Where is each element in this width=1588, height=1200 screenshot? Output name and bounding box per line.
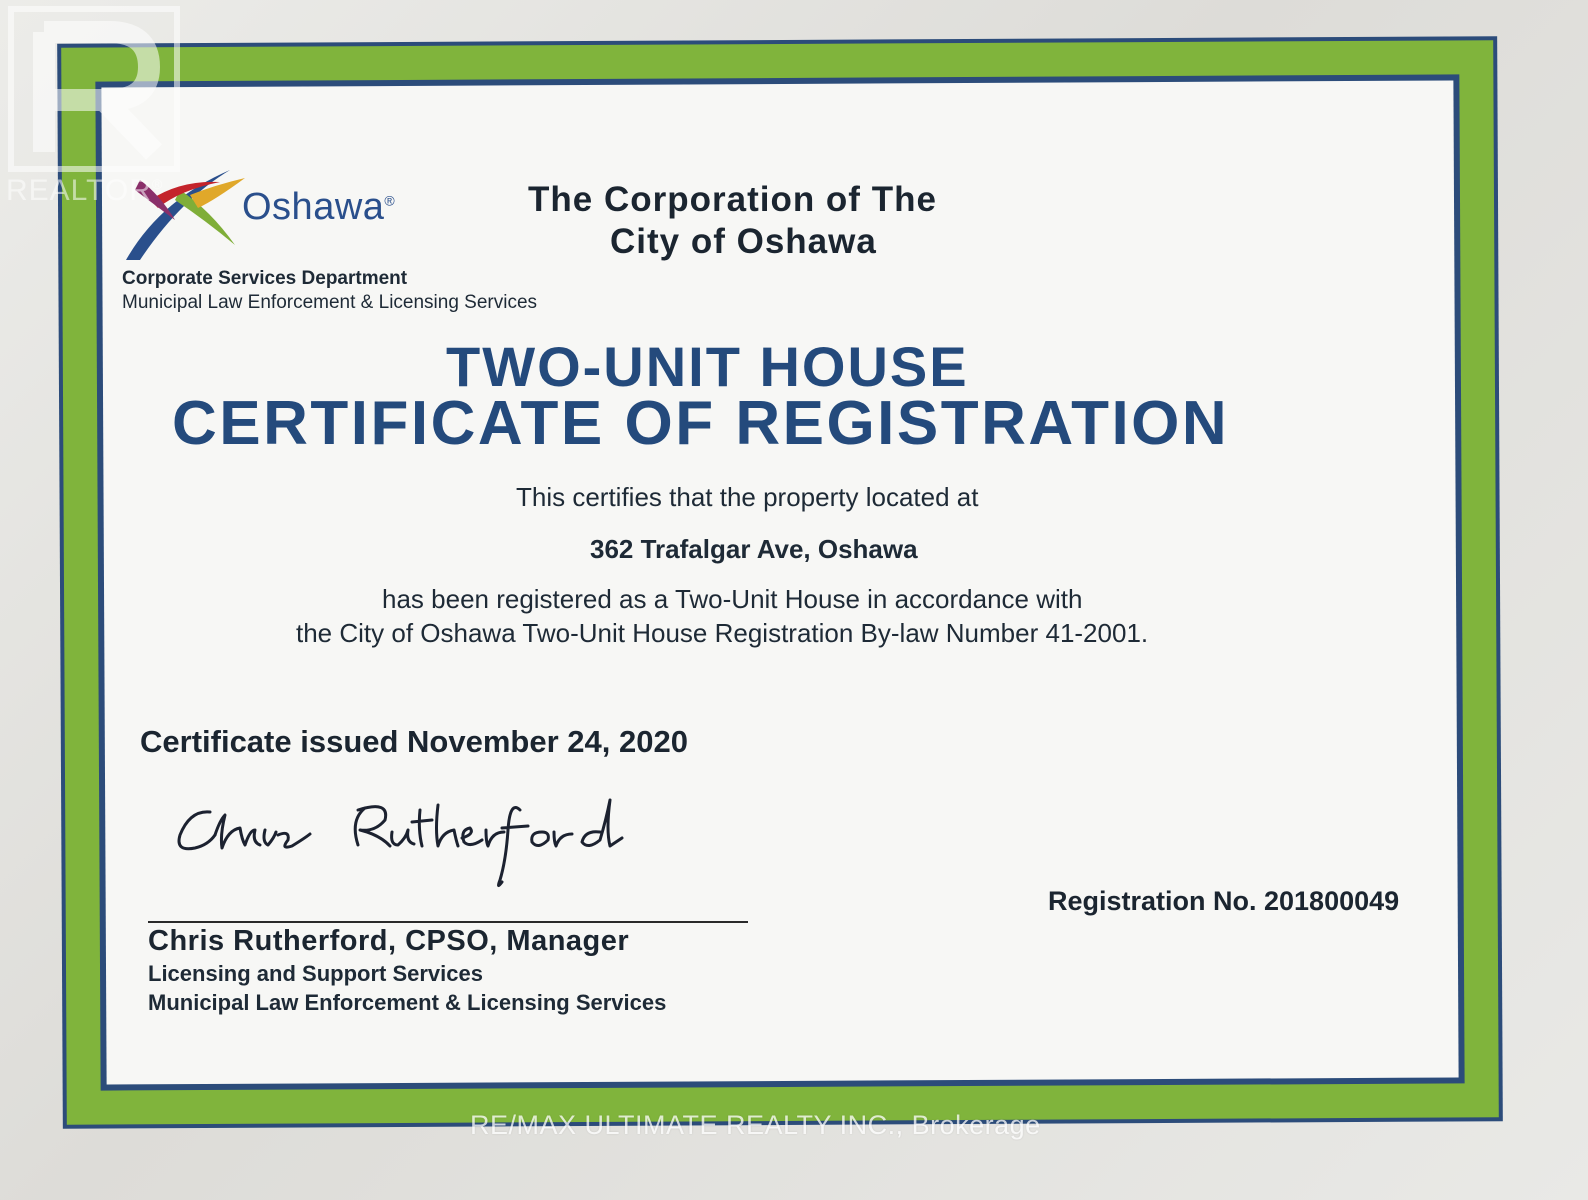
corporation-line-1: The Corporation of The bbox=[528, 180, 937, 219]
registration-statement-line-2: the City of Oshawa Two-Unit House Registration By-law Number 41-2001. bbox=[296, 618, 1149, 648]
corporation-line-2: City of Oshawa bbox=[610, 222, 877, 261]
signature-line bbox=[148, 921, 748, 923]
certificate-title-line-1: TWO-UNIT HOUSE bbox=[446, 335, 969, 398]
signer-department-2: Municipal Law Enforcement & Licensing Services bbox=[148, 990, 667, 1015]
handwritten-signature bbox=[170, 790, 710, 890]
issue-date: Certificate issued November 24, 2020 bbox=[140, 724, 688, 759]
signer-department-1: Licensing and Support Services bbox=[148, 961, 483, 986]
department-subtitle: Municipal Law Enforcement & Licensing Services bbox=[122, 292, 538, 313]
realtor-logo-icon bbox=[8, 6, 180, 172]
signer-name: Chris Rutherford, CPSO, Manager bbox=[148, 925, 630, 957]
property-address: 362 Trafalgar Ave, Oshawa bbox=[590, 534, 918, 564]
realtor-wordmark: REALTOR® bbox=[6, 174, 164, 207]
certifies-statement: This certifies that the property located at bbox=[516, 482, 979, 512]
registration-number: Registration No. 201800049 bbox=[1048, 886, 1400, 916]
brokerage-watermark: RE/MAX ULTIMATE REALTY INC., Brokerage bbox=[470, 1110, 1041, 1140]
certificate-title-line-2: CERTIFICATE OF REGISTRATION bbox=[172, 389, 1230, 458]
registration-statement-line-1: has been registered as a Two-Unit House in accordance with bbox=[382, 584, 1083, 614]
department-name: Corporate Services Department bbox=[122, 268, 408, 289]
logo-wordmark: Oshawa® bbox=[242, 186, 396, 228]
realtor-watermark bbox=[0, 0, 182, 216]
